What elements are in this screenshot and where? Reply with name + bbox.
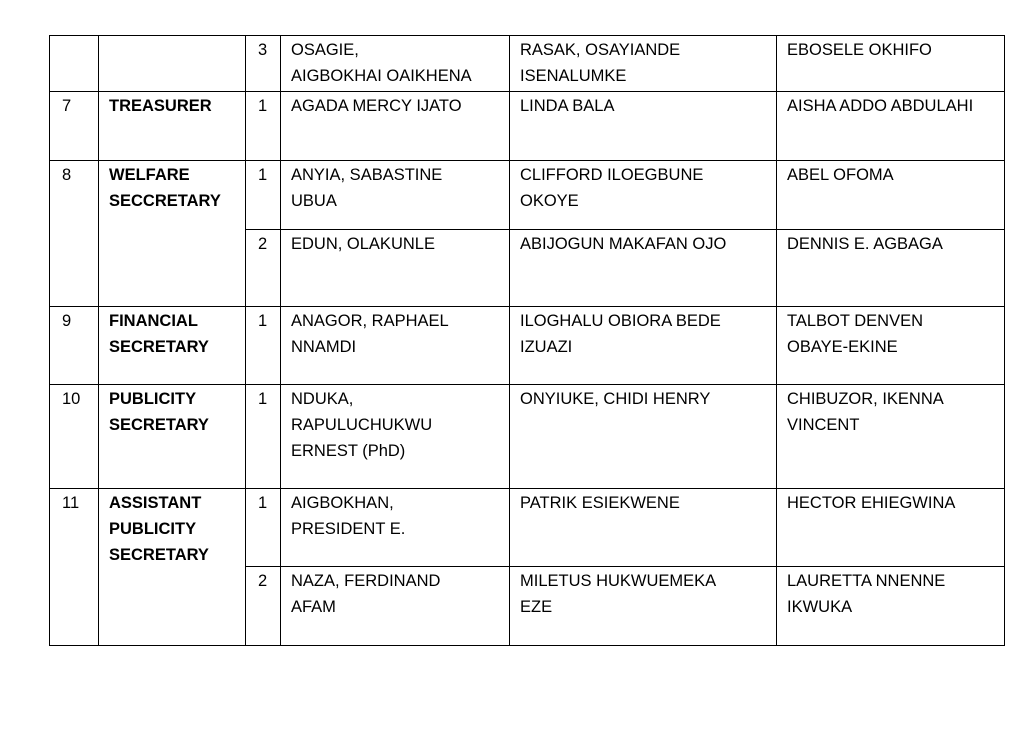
nominator-cell: ILOGHALU OBIORA BEDE IZUAZI bbox=[510, 307, 777, 385]
seconder-cell: AISHA ADDO ABDULAHI bbox=[777, 92, 1005, 161]
nominator-cell: ABIJOGUN MAKAFAN OJO bbox=[510, 230, 777, 307]
position-cell: FINANCIAL SECRETARY bbox=[99, 307, 246, 385]
position-cell: PUBLICITY SECRETARY bbox=[99, 385, 246, 489]
candidate-cell: AGADA MERCY IJATO bbox=[281, 92, 510, 161]
table-row bbox=[50, 385, 1005, 489]
candidate-cell: AIGBOKHAN, PRESIDENT E. bbox=[281, 489, 510, 567]
rank-cell: 3 bbox=[246, 36, 281, 92]
nominator-cell: PATRIK ESIEKWENE bbox=[510, 489, 777, 567]
serial-number-cell: 8 bbox=[50, 161, 99, 307]
seconder-cell: CHIBUZOR, IKENNA VINCENT bbox=[777, 385, 1005, 489]
nominator-cell: MILETUS HUKWUEMEKA EZE bbox=[510, 567, 777, 646]
seconder-cell: EBOSELE OKHIFO bbox=[777, 36, 1005, 92]
seconder-cell: ABEL OFOMA bbox=[777, 161, 1005, 230]
table-row bbox=[50, 489, 1005, 567]
rank-cell: 1 bbox=[246, 307, 281, 385]
table-row bbox=[50, 36, 1005, 92]
rank-cell: 2 bbox=[246, 567, 281, 646]
rank-cell: 1 bbox=[246, 489, 281, 567]
table-row bbox=[50, 92, 1005, 161]
nominator-cell: CLIFFORD ILOEGBUNE OKOYE bbox=[510, 161, 777, 230]
position-cell: WELFARE SECCRETARY bbox=[99, 161, 246, 307]
nominator-cell: LINDA BALA bbox=[510, 92, 777, 161]
seconder-cell: HECTOR EHIEGWINA bbox=[777, 489, 1005, 567]
rank-cell: 1 bbox=[246, 161, 281, 230]
candidate-cell: NAZA, FERDINAND AFAM bbox=[281, 567, 510, 646]
rank-cell: 1 bbox=[246, 385, 281, 489]
position-cell: ASSISTANT PUBLICITY SECRETARY bbox=[99, 489, 246, 646]
serial-number-cell: 7 bbox=[50, 92, 99, 161]
candidate-cell: ANYIA, SABASTINE UBUA bbox=[281, 161, 510, 230]
nominator-cell: RASAK, OSAYIANDE ISENALUMKE bbox=[510, 36, 777, 92]
seconder-cell: TALBOT DENVEN OBAYE-EKINE bbox=[777, 307, 1005, 385]
seconder-cell: LAURETTA NNENNE IKWUKA bbox=[777, 567, 1005, 646]
candidates-table bbox=[49, 35, 1005, 646]
table-row bbox=[50, 161, 1005, 230]
rank-cell: 1 bbox=[246, 92, 281, 161]
serial-number-cell: 10 bbox=[50, 385, 99, 489]
serial-number-cell: 11 bbox=[50, 489, 99, 646]
candidate-cell: OSAGIE, AIGBOKHAI OAIKHENA bbox=[281, 36, 510, 92]
position-cell: TREASURER bbox=[99, 92, 246, 161]
table-row bbox=[50, 307, 1005, 385]
candidate-cell: ANAGOR, RAPHAEL NNAMDI bbox=[281, 307, 510, 385]
candidate-cell: NDUKA, RAPULUCHUKWU ERNEST (PhD) bbox=[281, 385, 510, 489]
serial-number-cell: 9 bbox=[50, 307, 99, 385]
seconder-cell: DENNIS E. AGBAGA bbox=[777, 230, 1005, 307]
nominator-cell: ONYIUKE, CHIDI HENRY bbox=[510, 385, 777, 489]
serial-number-cell bbox=[50, 36, 99, 92]
position-cell bbox=[99, 36, 246, 92]
candidate-cell: EDUN, OLAKUNLE bbox=[281, 230, 510, 307]
rank-cell: 2 bbox=[246, 230, 281, 307]
